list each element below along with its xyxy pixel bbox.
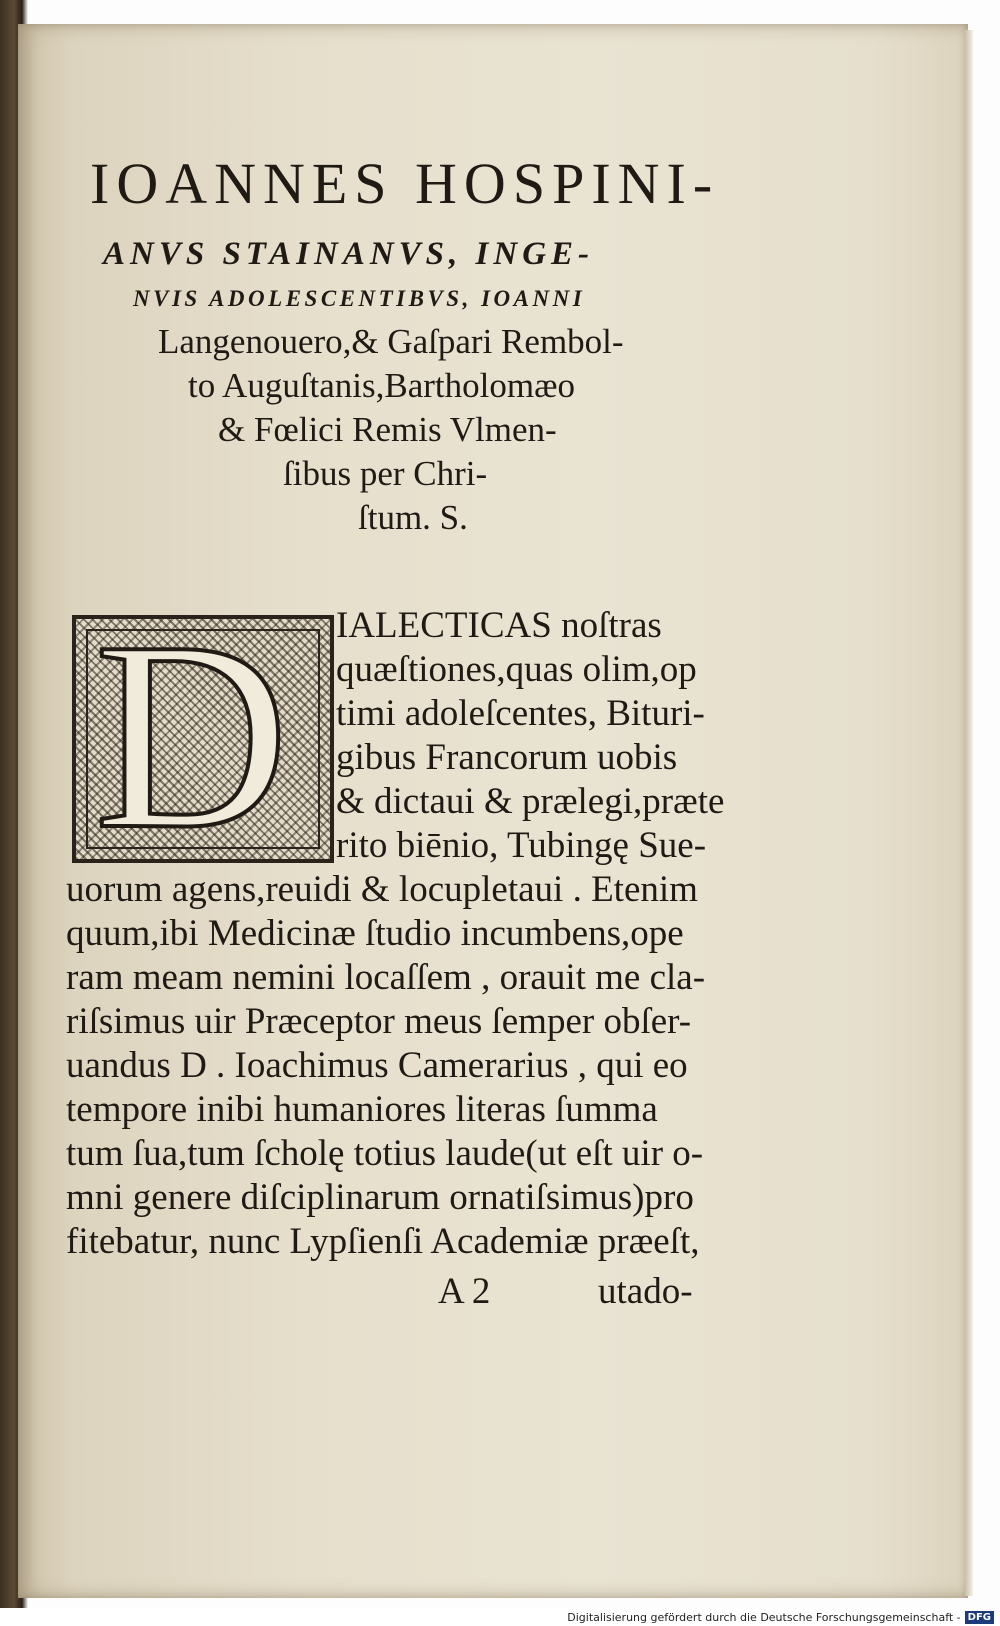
- body-line: tum ſua,tum ſcholę totius laude(ut eſt uir o-: [66, 1133, 704, 1174]
- body-line: gibus Francorum uobis: [336, 737, 678, 778]
- header-line-1: IOANNES HOSPINI-: [90, 151, 720, 216]
- decorated-initial: [72, 586, 334, 885]
- digitization-footer: [567, 1608, 994, 1626]
- body-line: uorum agens,reuidi & locupletaui . Etenim: [66, 869, 698, 910]
- body-line: rito biēnio, Tubingę Sue-: [336, 825, 707, 866]
- body-line: ram meam nemini locaſſem , orauit me cla-: [66, 957, 706, 998]
- dedication-line: Langenouero,& Gaſpari Rembol-: [158, 322, 624, 361]
- dedication-line: ſtum. S.: [358, 498, 468, 537]
- body-line: tempore inibi humaniores literas ſumma: [66, 1089, 658, 1130]
- initial-letter: D: [94, 586, 289, 885]
- footer-credit: Digitalisierung gefördert durch die Deutsche Forschungsgemeinschaft -: [567, 1610, 961, 1624]
- body-line: uandus D . Ioachimus Camerarius , qui eo: [66, 1045, 688, 1086]
- body-line: & dictaui & prælegi,præte: [336, 781, 725, 822]
- catchword: utado-: [598, 1271, 693, 1312]
- body-line: fitebatur, nunc Lypſienſi Academiæ præeſt,: [66, 1221, 700, 1262]
- header-line-3: NVIS ADOLESCENTIBVS, IOANNI: [133, 286, 586, 311]
- dedication-line: & Fœlici Remis Vlmen-: [218, 410, 557, 449]
- header-line-2: ANVS STAINANVS, INGE-: [103, 236, 595, 272]
- dedication-line: ſibus per Chri-: [283, 454, 488, 493]
- signature-mark: A 2: [438, 1271, 491, 1312]
- dfg-logo: DFG: [965, 1611, 994, 1624]
- body-line: quæſtiones,quas olim,op: [336, 649, 697, 690]
- page-edge: [965, 30, 973, 1596]
- body-line: riſsimus uir Præceptor meus ſemper obſer-: [66, 1001, 692, 1042]
- body-line: mni genere diſciplinarum ornatiſsimus)pro: [66, 1177, 694, 1218]
- body-line: timi adoleſcentes, Bituri-: [336, 693, 705, 734]
- dedication-line: to Auguſtanis,Bartholomæo: [188, 366, 575, 405]
- body-line: quum,ibi Medicinæ ſtudio incumbens,ope: [66, 913, 684, 954]
- body-line: IALECTICAS noſtras: [336, 605, 662, 646]
